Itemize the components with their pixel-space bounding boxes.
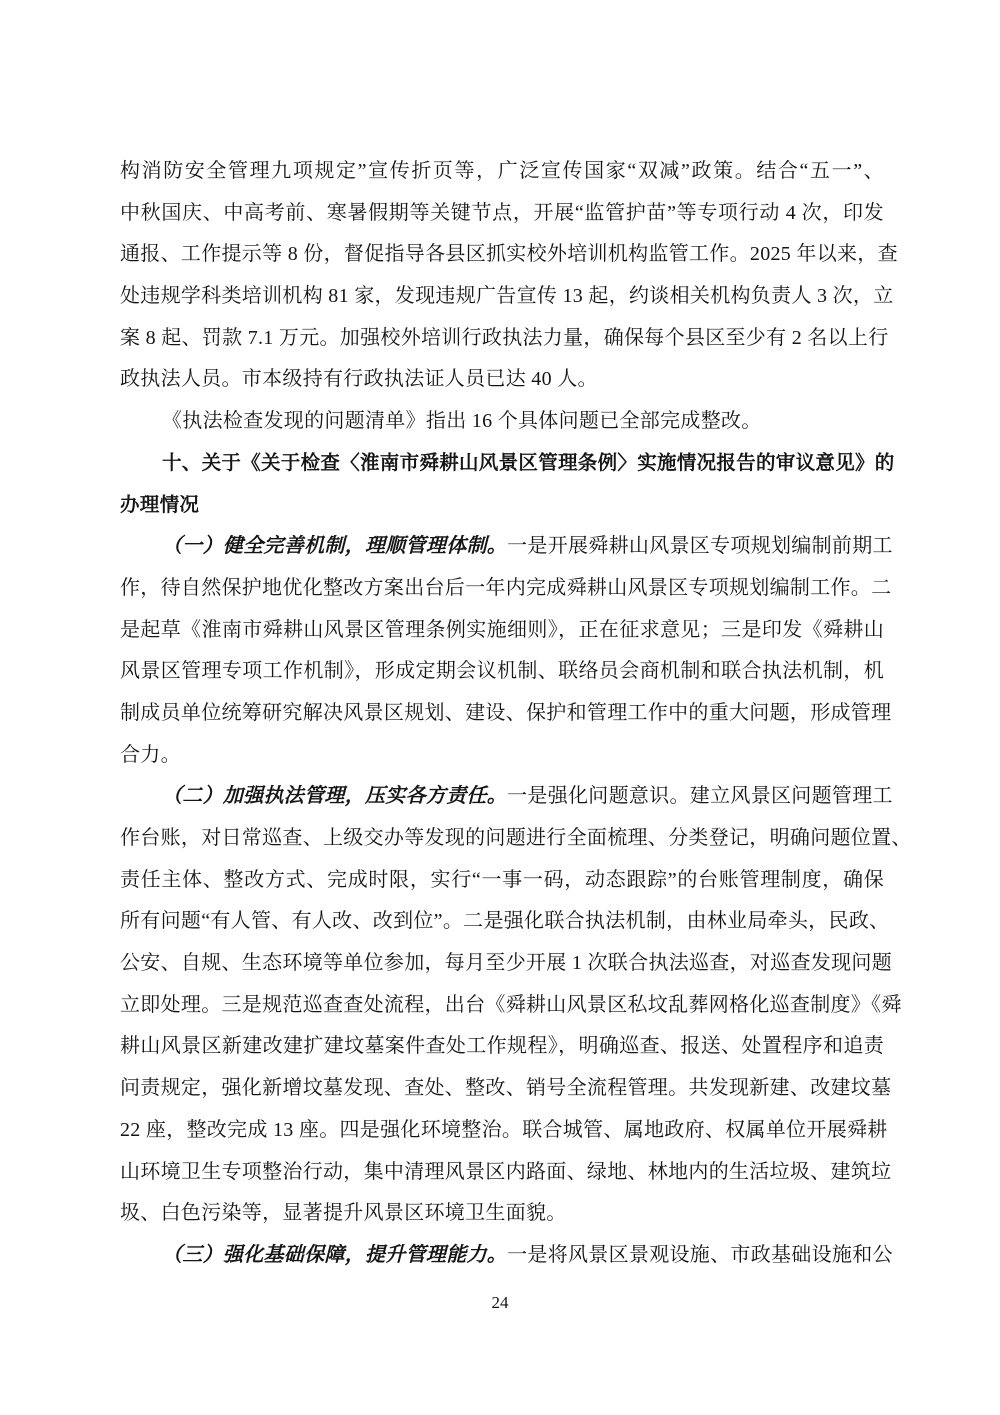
- text-line: 通报、工作提示等 8 份，督促指导各县区抓实校外培训机构监管工作。2025 年以来，查: [120, 243, 898, 266]
- page-number: 24: [491, 1293, 509, 1312]
- section-heading: 办理情况: [120, 493, 200, 516]
- text-segment: 一是将风景区景观设施、市政基础设施和公: [507, 1243, 893, 1266]
- text-line: 政执法人员。市本级持有行政执法证人员已达 40 人。: [120, 368, 598, 391]
- subsection-heading: （一）健全完善机制，理顺管理体制。: [162, 535, 508, 558]
- text-line: 案 8 起、罚款 7.1 万元。加强校外培训行政执法力量，确保每个县区至少有 2 名以上行: [120, 326, 889, 349]
- text-line: 作台账，对日常巡查、上级交办等发现的问题进行全面梳理、分类登记，明确问题位置、: [120, 827, 912, 849]
- text-line: 《执法检查发现的问题清单》指出 16 个具体问题已全部完成整改。: [162, 410, 762, 433]
- section-heading: 十、关于《关于检查〈淮南市舜耕山风景区管理条例〉实施情况报告的审议意见》的: [162, 451, 895, 474]
- text-line: 构消防安全管理九项规定”宣传折页等，广泛宣传国家“双减”政策。结合“五一”、: [120, 160, 884, 182]
- text-segment: 一是开展舜耕山风景区专项规划编制前期工: [507, 535, 893, 558]
- text-line: 制成员单位统筹研究解决风景区规划、建设、保护和管理工作中的重大问题，形成管理: [120, 701, 892, 724]
- text-line: 问责规定，强化新增坟墓发现、查处、整改、销号全流程管理。共发现新建、改建坟墓: [120, 1077, 892, 1100]
- text-line: [120, 1235, 893, 1277]
- text-line: 立即处理。三是规范巡查查处流程，出台《舜耕山风景区私坟乱葬网格化巡查制度》《舜: [120, 993, 902, 1016]
- text-line: 22 座，整改完成 13 座。四是强化环境整治。联合城管、属地政府、权属单位开展舜耕: [120, 1118, 888, 1141]
- text-line: [120, 776, 893, 818]
- subsection-heading: （三）强化基础保障，提升管理能力。: [162, 1243, 508, 1266]
- text-line: 所有问题“有人管、有人改、改到位”。二是强化联合执法机制，由林业局牵头，民政、: [120, 910, 890, 933]
- text-line: 公安、自规、生态环境等单位参加，每月至少开展 1 次联合执法巡查，对巡查发现问题: [120, 952, 892, 975]
- text-line: 耕山风景区新建改建扩建坟墓案件查处工作规程》，明确巡查、报送、处置程序和追责: [120, 1035, 884, 1058]
- text-segment: 一是强化问题意识。建立风景区问题管理工: [507, 785, 893, 808]
- text-line: 圾、白色污染等，显著提升风景区环境卫生面貌。: [120, 1202, 567, 1225]
- text-line: [120, 526, 893, 568]
- subsection-heading: （二）加强执法管理，压实各方责任。: [162, 785, 508, 808]
- text-line: 是起草《淮南市舜耕山风景区管理条例实施细则》，正在征求意见；三是印发《舜耕山: [120, 618, 884, 641]
- text-line: 风景区管理专项工作机制》，形成定期会议机制、联络员会商机制和联合执法机制，机: [120, 660, 884, 683]
- text-line: 处违规学科类培训机构 81 家，发现违规广告宣传 13 起，约谈相关机构负责人 3 次，立: [120, 285, 894, 308]
- document-body: [120, 151, 912, 1277]
- text-line: 作，待自然保护地优化整改方案出台后一年内完成舜耕山风景区专项规划编制工作。二: [120, 576, 892, 599]
- text-line: 中秋国庆、中高考前、寒暑假期等关键节点，开展“监管护苗”等专项行动 4 次，印发: [120, 201, 884, 224]
- text-line: 责任主体、整改方式、完成时限，实行“一事一码，动态跟踪”的台账管理制度，确保: [120, 868, 884, 891]
- text-line: 合力。: [120, 743, 181, 766]
- text-line: 山环境卫生专项整治行动，集中清理风景区内路面、绿地、林地内的生活垃圾、建筑垃: [120, 1160, 892, 1183]
